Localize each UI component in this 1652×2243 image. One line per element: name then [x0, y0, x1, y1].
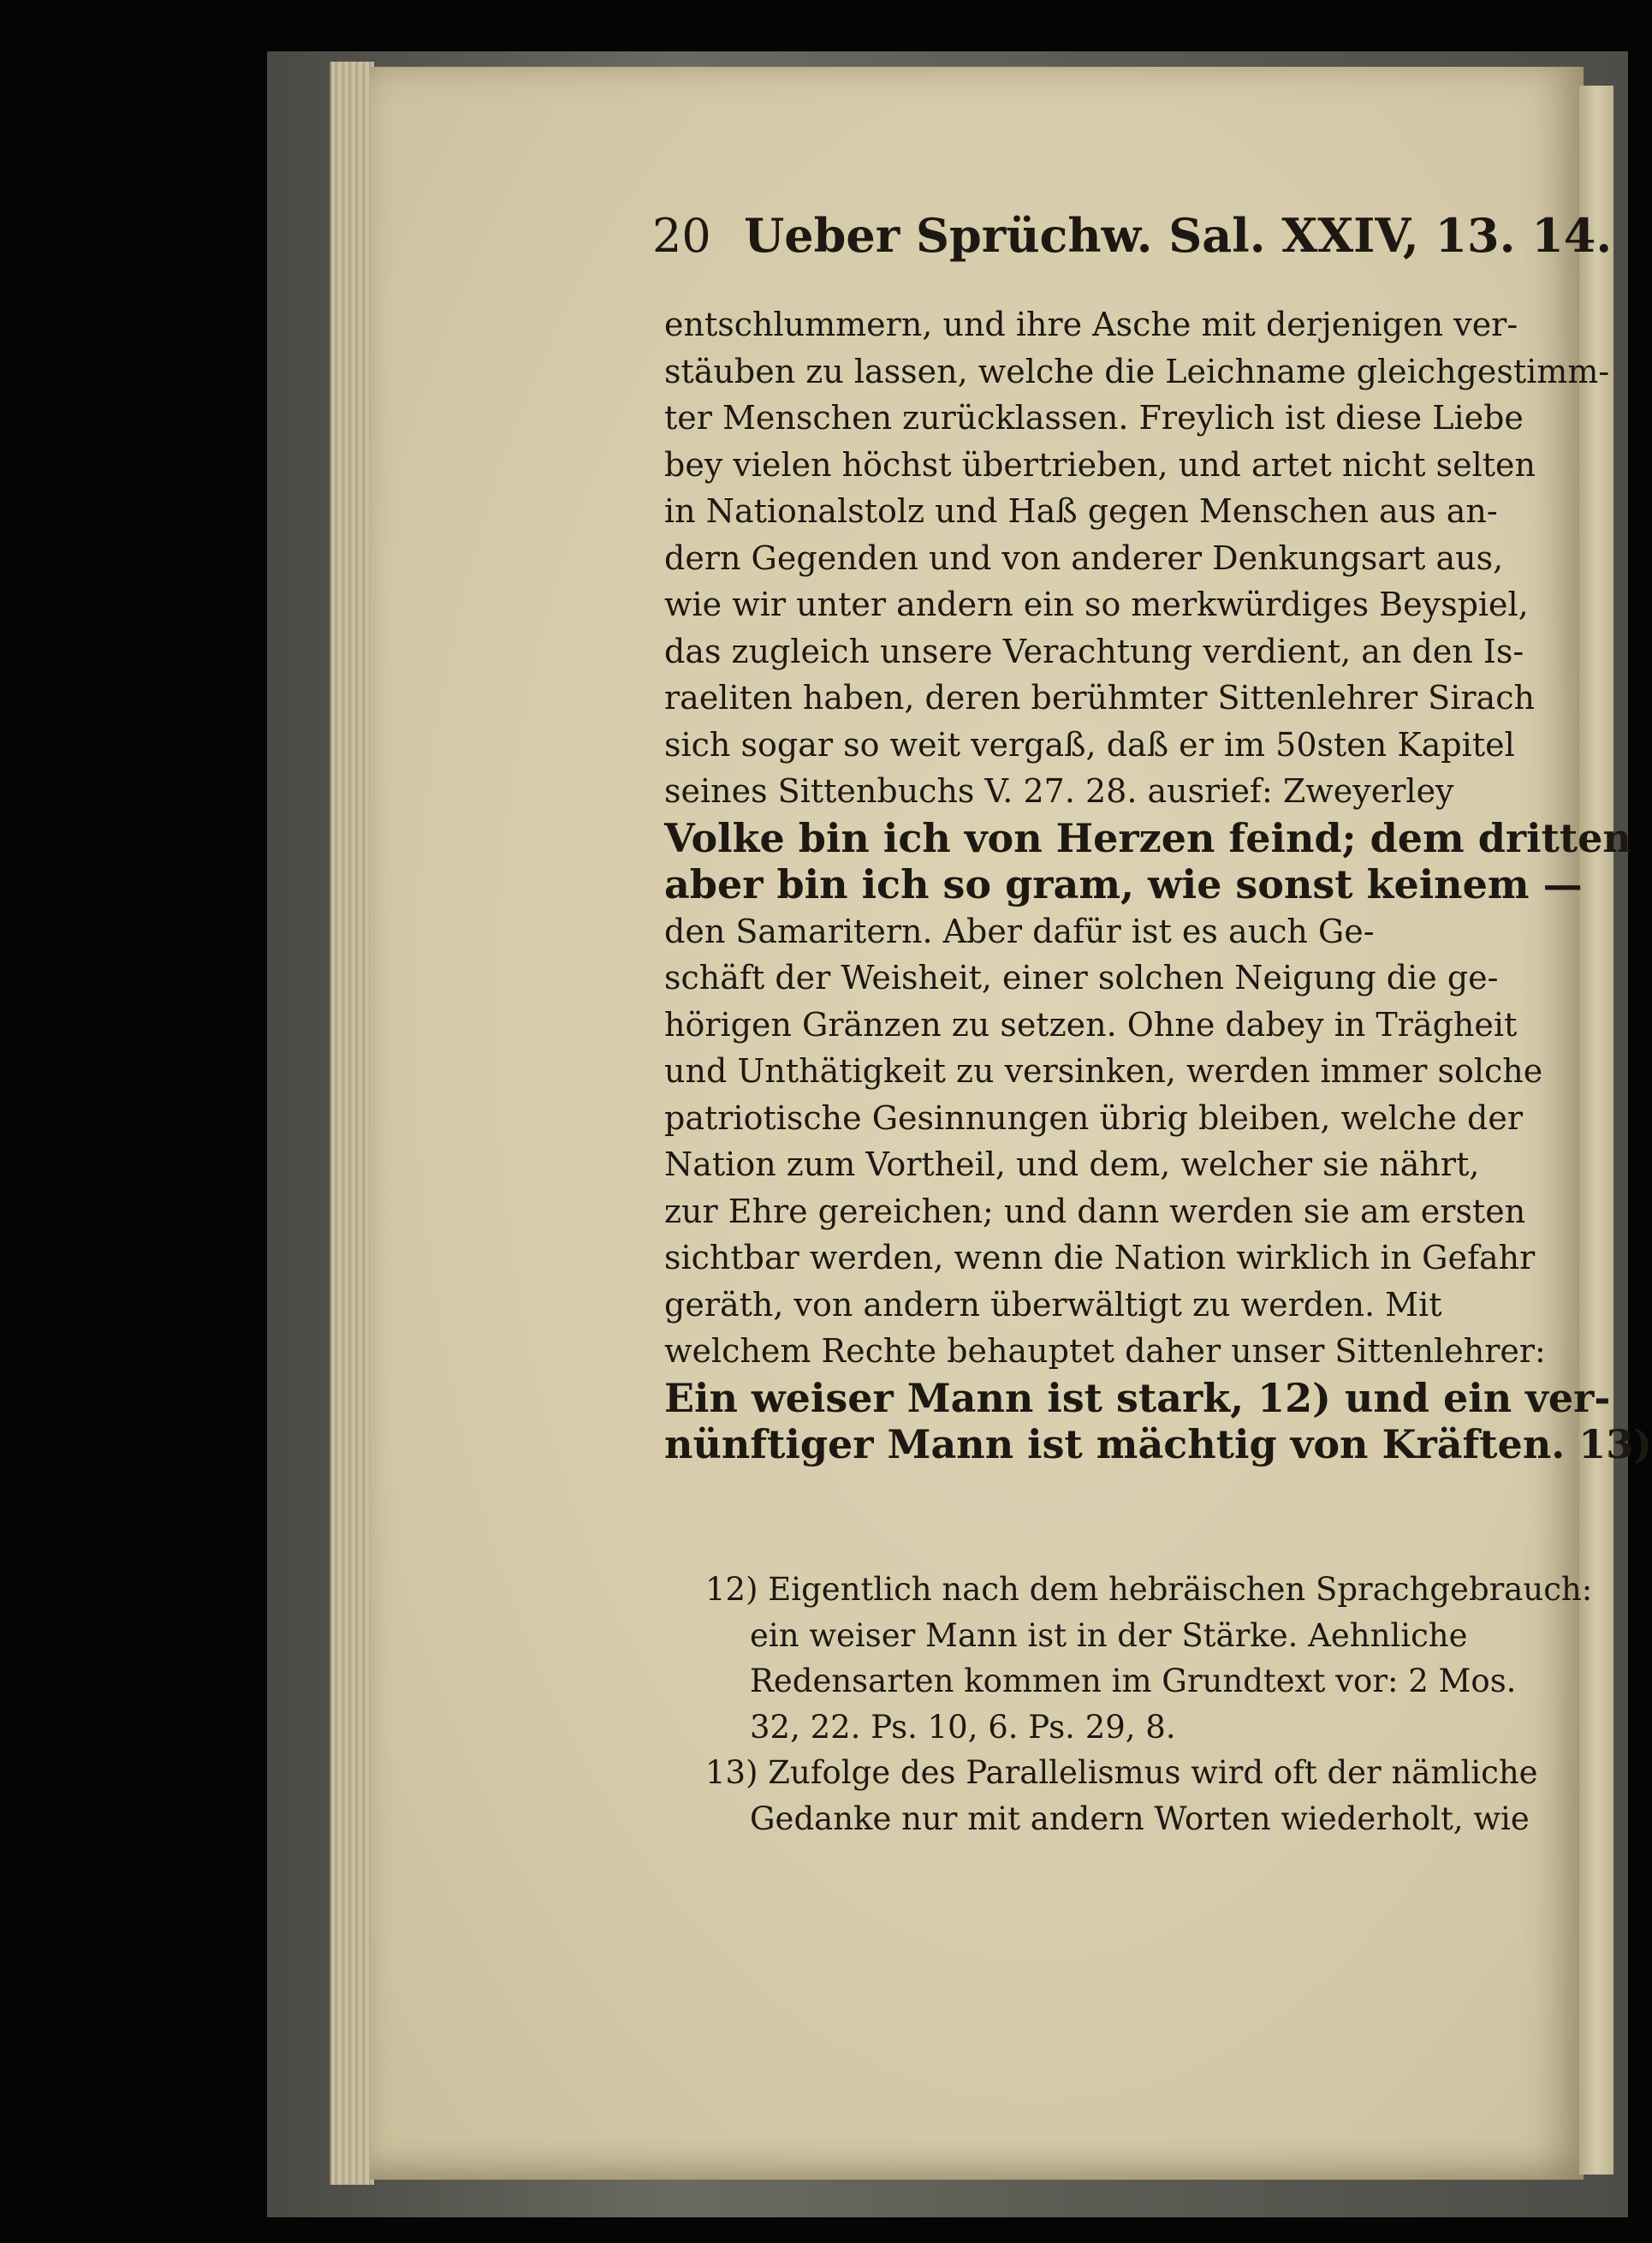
text-line: dern Gegenden und von anderer Denkungsart aus, — [664, 538, 1504, 577]
text-line: das zugleich unsere Verachtung verdient, an den Is- — [664, 632, 1524, 670]
text-line-emphasis: Volke bin ich von Herzen feind; dem dritten — [664, 814, 1631, 861]
footnote-line: ein weiser Mann ist in der Stärke. Aehnliche — [750, 1616, 1468, 1654]
running-header — [652, 205, 1613, 266]
text-line: den Samaritern. Aber dafür ist es auch Ge- — [664, 912, 1375, 950]
footnote-line: Gedanke nur mit andern Worten wiederholt, wie — [750, 1800, 1530, 1837]
text-line-emphasis: nünftiger Mann ist mächtig von Kräften. 13) — [664, 1421, 1652, 1467]
text-line: stäuben zu lassen, welche die Leichname gleichgestimm- — [664, 352, 1610, 390]
text-line: sichtbar werden, wenn die Nation wirklich in Gefahr — [664, 1239, 1536, 1276]
text-line: ter Menschen zurücklassen. Freylich ist diese Liebe — [664, 399, 1524, 437]
text-line: welchem Rechte behauptet daher unser Sittenlehrer: — [664, 1332, 1546, 1370]
text-line: zur Ehre gereichen; und dann werden sie am ersten — [664, 1192, 1526, 1230]
footnote-line: 32, 22. Ps. 10, 6. Ps. 29, 8. — [750, 1708, 1176, 1746]
page-number: 20 — [652, 209, 711, 263]
text-line: Nation zum Vortheil, und dem, welcher sie nährt, — [664, 1145, 1480, 1183]
text-line: patriotische Gesinnungen übrig bleiben, welche der — [664, 1098, 1524, 1137]
footnote-line: 12) Eigentlich nach dem hebräischen Sprachgebrauch: — [705, 1571, 1593, 1608]
text-line: bey vielen höchst übertrieben, und artet nicht selten — [664, 445, 1536, 484]
text-line: sich sogar so weit vergaß, daß er im 50sten Kapitel — [664, 725, 1515, 764]
text-line: geräth, von andern überwältigt zu werden. Mit — [664, 1285, 1442, 1324]
text-line: schäft der Weisheit, einer solchen Neigung die ge- — [664, 959, 1499, 997]
text-line: raeliten haben, deren berühmter Sittenlehrer Sirach — [664, 679, 1535, 717]
text-line-emphasis: Ein weiser Mann ist stark, 12) und ein ver- — [664, 1374, 1611, 1421]
running-title: Ueber Sprüchw. Sal. XXIV, 13. 14. — [744, 208, 1613, 263]
text-line-emphasis: aber bin ich so gram, wie sonst keinem — — [664, 861, 1583, 907]
text-line: hörigen Gränzen zu setzen. Ohne dabey in Trägheit — [664, 1005, 1518, 1044]
text-line: entschlummern, und ihre Asche mit derjenigen ver- — [664, 306, 1518, 343]
text-line: und Unthätigkeit zu versinken, werden immer solche — [664, 1052, 1543, 1090]
body-text — [664, 301, 1652, 1468]
footnote-line: Redensarten kommen im Grundtext vor: 2 Mos. — [750, 1663, 1517, 1699]
text-line: in Nationalstolz und Haß gegen Menschen aus an- — [664, 492, 1498, 530]
text-line: seines Sittenbuchs V. 27. 28. ausrief: Zweyerley — [664, 772, 1454, 810]
text-line: wie wir unter andern ein so merkwürdiges Beyspiel, — [664, 586, 1529, 623]
footnote-line: 13) Zufolge des Parallelismus wird oft der nämliche — [705, 1754, 1538, 1791]
footnotes — [705, 1567, 1593, 1841]
